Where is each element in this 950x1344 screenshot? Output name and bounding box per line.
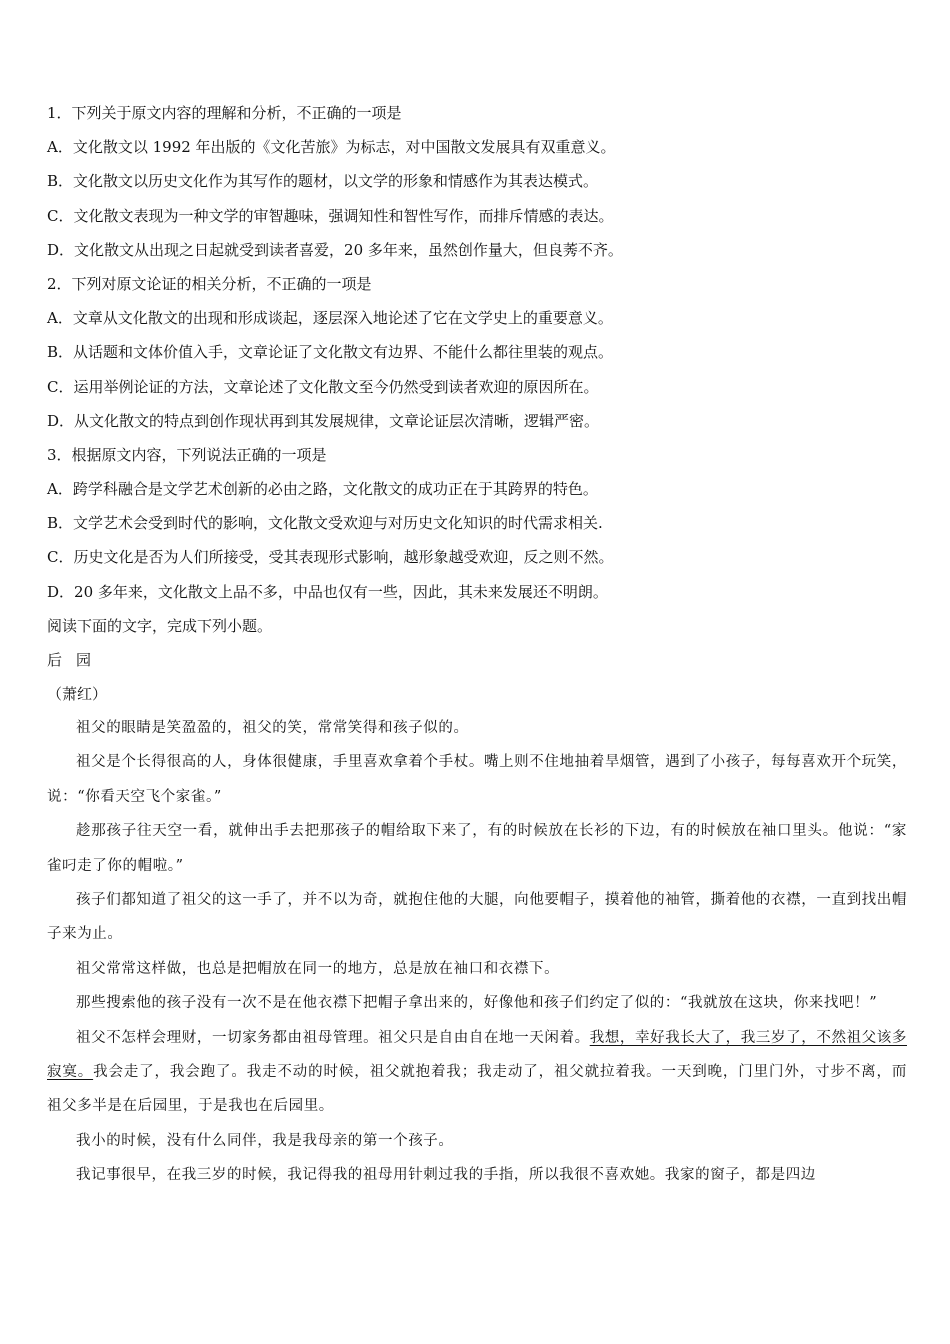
- underlined-sentence: 我想，幸好我长大了，我三岁了，不然祖父该多寂寞。: [47, 1029, 907, 1081]
- question-3: [47, 438, 907, 609]
- passage: [47, 643, 907, 1193]
- passage-text: 我会走了，我会跑了。我走不动的时候，祖父就抱着我；我走动了，祖父就拉着我。一天到晚，门里门外，寸步不离，而祖父多半是在后园里，于是我也在后园里。: [47, 1064, 907, 1115]
- passage-author: （萧红）: [47, 685, 108, 703]
- question-2: [47, 267, 907, 438]
- passage-text: 祖父不怎样会理财，一切家务都由祖母管理。祖父只是自由自在地一天闲着。: [76, 1029, 590, 1046]
- option-c: C．历史文化是否为人们所接受，受其表现形式影响，越形象越受欢迎，反之则不然。: [47, 548, 614, 567]
- passage-paragraph: 趁那孩子往天空一看，就伸出手去把那孩子的帽给取下来了，有的时候放在长衫的下边，有的时候放在袖口里头。他说：“家雀叼走了你的帽啦。”: [47, 823, 907, 874]
- passage-title: 后园: [47, 651, 106, 669]
- passage-paragraph: 祖父常常这样做，也总是把帽放在同一的地方，总是放在袖口和衣襟下。: [76, 960, 560, 977]
- option-a: A．跨学科融合是文学艺术创新的必由之路，文化散文的成功正在于其跨界的特色。: [47, 480, 598, 499]
- option-c: C．文化散文表现为一种文学的审智趣味，强调知性和智性写作，而排斥情感的表达。: [47, 206, 614, 225]
- document-page: [47, 96, 907, 1193]
- option-d: D．从文化散文的特点到创作现状再到其发展规律，文章论证层次清晰，逻辑严密。: [47, 411, 600, 430]
- passage-paragraph: 祖父是个长得很高的人，身体很健康，手里喜欢拿着个手杖。嘴上则不住地抽着旱烟管，遇到了小孩子，每每喜欢开个玩笑，说：“你看天空飞个家雀。”: [47, 754, 907, 805]
- passage-paragraph: 孩子们都知道了祖父的这一手了，并不以为奇，就抱住他的大腿，向他要帽子，摸着他的袖管，撕着他的衣襟，一直到找出帽子来为止。: [47, 892, 907, 943]
- option-d: D．文化散文从出现之日起就受到读者喜爱，20 多年来，虽然创作量大，但良莠不齐。: [47, 240, 623, 259]
- reading-instruction: 阅读下面的文字，完成下列小题。: [47, 616, 273, 635]
- question-stem: 3．根据原文内容，下列说法正确的一项是: [47, 445, 327, 464]
- question-stem: 1．下列关于原文内容的理解和分析，不正确的一项是: [47, 104, 402, 122]
- option-b: B．文化散文以历史文化作为其写作的题材，以文学的形象和情感作为其表达模式。: [47, 172, 599, 191]
- option-a: A．文章从文化散文的出现和形成谈起，逐层深入地论述了它在文学史上的重要意义。: [47, 309, 613, 328]
- question-1: [47, 96, 907, 267]
- option-c: C．运用举例论证的方法，文章论述了文化散文至今仍然受到读者欢迎的原因所在。: [47, 377, 599, 396]
- option-a: A．文化散文以 1992 年出版的《文化苦旅》为标志，对中国散文发展具有双重意义。: [47, 138, 616, 157]
- option-d: D．20 多年来，文化散文上品不多，中品也仅有一些，因此，其未来发展还不明朗。: [47, 582, 608, 601]
- passage-paragraph: 我小的时候，没有什么同伴，我是我母亲的第一个孩子。: [76, 1132, 454, 1149]
- option-b: B．文学艺术会受到时代的影响，文化散文受欢迎与对历史文化知识的时代需求相关.: [47, 514, 603, 533]
- passage-paragraph: 祖父的眼睛是笑盈盈的，祖父的笑，常常笑得和孩子似的。: [76, 720, 469, 736]
- passage-paragraph: 那些搜索他的孩子没有一次不是在他衣襟下把帽子拿出来的，好像他和孩子们约定了似的：“我就放在这块，你来找吧！”: [76, 995, 878, 1012]
- passage-paragraph: [47, 1021, 907, 1124]
- question-stem: 2．下列对原文论证的相关分析，不正确的一项是: [47, 274, 372, 293]
- option-b: B．从话题和文体价值入手，文章论证了文化散文有边界、不能什么都往里装的观点。: [47, 343, 614, 362]
- passage-paragraph: 我记事很早，在我三岁的时候，我记得我的祖母用针刺过我的手指，所以我很不喜欢她。我家的窗子，都是四边: [76, 1167, 816, 1184]
